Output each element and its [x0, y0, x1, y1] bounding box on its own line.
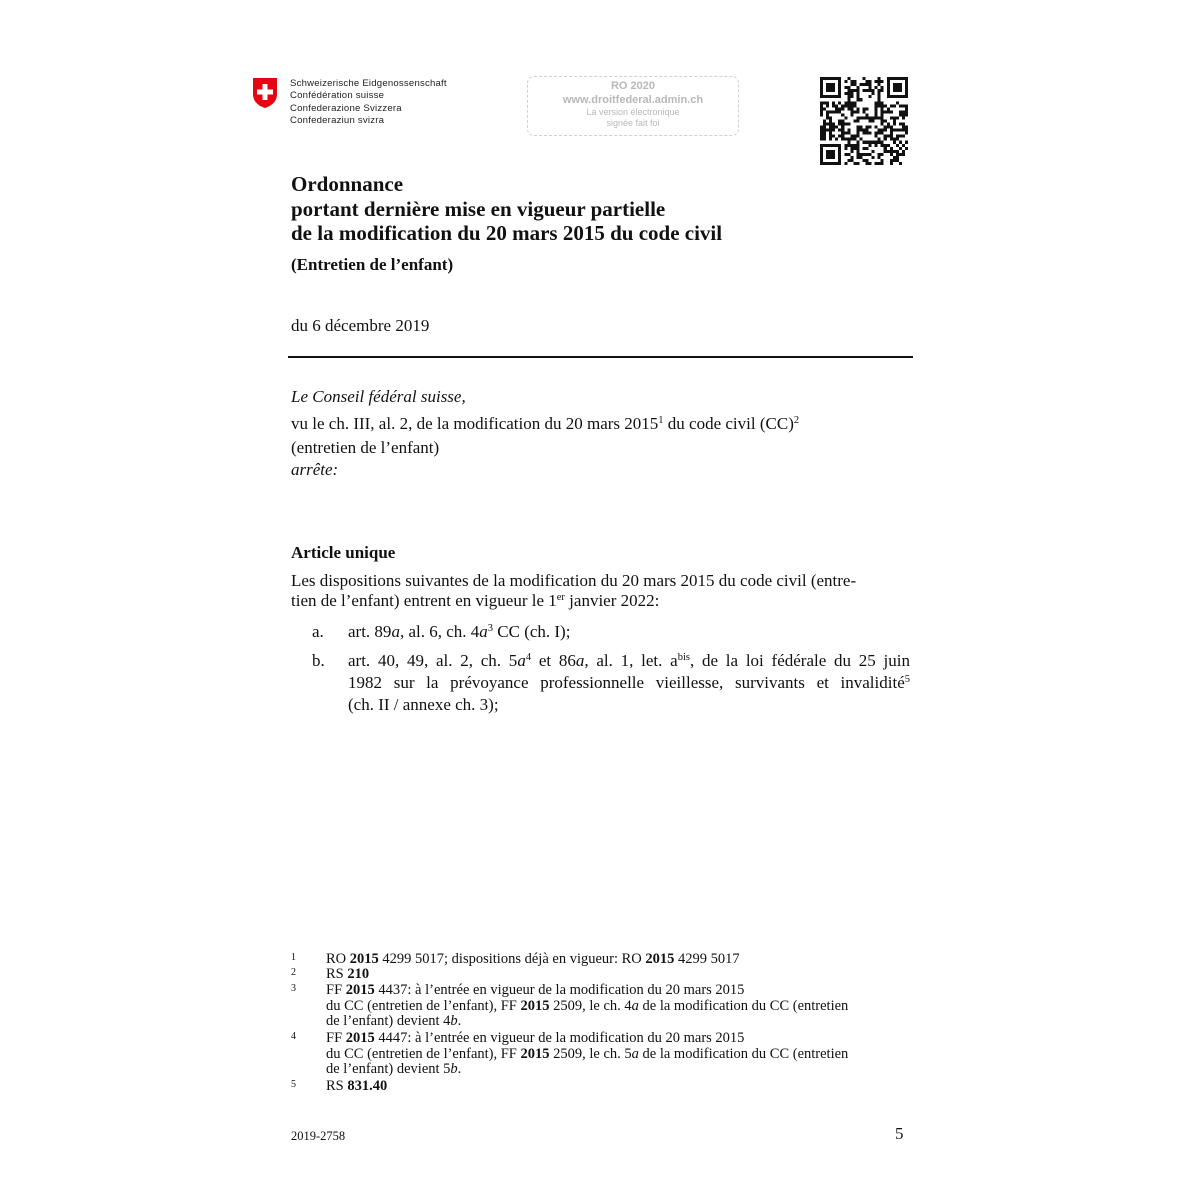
document-date: du 6 décembre 2019 [291, 316, 430, 335]
title-line-2: portant dernière mise en vigueur partielle [291, 196, 666, 221]
fn-text: de la modification du CC (entretien [638, 997, 849, 1014]
fn-italic: b [450, 1061, 458, 1077]
fn-text: 2509, le ch. 4 [549, 997, 632, 1014]
fn-text: 4447: à l’entrée en vigueur de la modification du 20 mars 2015 [374, 1030, 745, 1046]
fn-italic: b [450, 1013, 458, 1029]
fn-text: RS [326, 966, 348, 982]
fn-bold: 2015 [345, 982, 375, 998]
list-label: b. [312, 651, 325, 670]
list-label: a. [312, 622, 324, 641]
footnote-1 [291, 952, 911, 968]
footnote-ref-3[interactable]: 3 [487, 623, 494, 634]
fn-bold: 2015 [645, 951, 675, 967]
title-divider [288, 356, 913, 358]
footnote-number: 3 [291, 983, 296, 994]
confederation-fr: Confédération suisse [290, 90, 385, 102]
ordinal-sup: er [556, 592, 565, 603]
confederation-rm: Confederaziun svizra [290, 114, 385, 126]
footnote-number: 4 [291, 1031, 296, 1042]
fn-italic: a [631, 1045, 639, 1062]
list-item-a [291, 622, 911, 642]
intro-text-2: janvier 2022: [564, 591, 660, 610]
fn-text: 2509, le ch. 5 [549, 1045, 632, 1062]
basis-text-2: du code civil (CC) [663, 414, 794, 433]
fn-bold: 2015 [520, 997, 550, 1014]
footnote-text [326, 967, 911, 983]
fn-text: de l’enfant) devient 4 [326, 1013, 451, 1029]
fn-bold: 2015 [345, 1030, 375, 1046]
electronic-version-stamp [527, 76, 739, 136]
footnote-3 [291, 983, 911, 1030]
footnote-number: 5 [291, 1079, 296, 1090]
preamble-basis [291, 413, 911, 437]
footnote-number: 2 [291, 967, 296, 978]
item-text-italic: a [517, 651, 526, 670]
footnote-ref-2[interactable]: 2 [793, 415, 800, 426]
footnote-ref-1[interactable]: 1 [658, 415, 664, 426]
fn-text: RS [326, 1078, 348, 1094]
fn-text: RO [326, 951, 350, 967]
fn-bold: 2015 [349, 951, 379, 967]
fn-text: . [457, 1061, 462, 1077]
fn-bold: 831.40 [347, 1078, 388, 1094]
list-item-b [291, 651, 911, 714]
fn-text: 4437: à l’entrée en vigueur de la modification du 20 mars 2015 [374, 982, 745, 998]
stamp-note-1: La version électronique [586, 107, 680, 117]
stamp-note-2: signée fait foi [606, 118, 660, 128]
list-body [348, 622, 910, 644]
fn-text: de la modification du CC (entretien [638, 1045, 849, 1062]
stamp-ro: RO 2020 [610, 80, 656, 92]
confederation-de: Schweizerische Eidgenossenschaft [290, 78, 447, 89]
item-text: 1982 sur la prévoyance professionnelle vieillesse, survivants et invalidité [348, 673, 905, 692]
title-line-1: Ordonnance [291, 172, 404, 196]
footnote-text [326, 1031, 911, 1078]
item-text: et 86 [531, 651, 576, 670]
preamble-decree: arrête: [291, 460, 339, 479]
document-subtitle: (Entretien de l’enfant) [291, 255, 454, 274]
qr-code-icon [820, 77, 908, 165]
article-intro-line-2 [291, 591, 911, 614]
fn-text: de l’enfant) devient 5 [326, 1061, 451, 1077]
item-b-line-3: (ch. II / annexe ch. 3); [348, 695, 499, 714]
item-text: art. 89 [348, 622, 392, 641]
footnote-text [326, 1079, 911, 1095]
page-number: 5 [895, 1124, 904, 1143]
fn-text: 4299 5017 [674, 951, 740, 967]
stamp-url: www.droitfederal.admin.ch [562, 94, 704, 106]
preamble-authority: Le Conseil fédéral suisse, [291, 387, 466, 406]
basis-text: vu le ch. III, al. 2, de la modification du 20 mars 2015 [291, 414, 659, 433]
fn-text: 4299 5017; dispositions déjà en vigueur: RO [378, 951, 646, 967]
article-intro-line-1: Les dispositions suivantes de la modification du 20 mars 2015 du code civil (entre- [291, 571, 857, 590]
list-body [348, 651, 910, 714]
item-text-italic: a [391, 622, 400, 641]
swiss-crest-icon [252, 77, 278, 109]
fn-text: FF [326, 982, 346, 998]
fn-italic: a [631, 997, 639, 1014]
confederation-names [290, 78, 447, 127]
preamble-basis-2: (entretien de l’enfant) [291, 438, 440, 457]
confederation-it: Confederazione Svizzera [290, 102, 402, 114]
item-text-italic: a [575, 651, 585, 670]
footnote-text [326, 983, 911, 1030]
item-text: , al. 6, ch. 4 [399, 622, 480, 641]
footnote-ref-4[interactable]: 4 [525, 652, 532, 663]
footnote-ref-5[interactable]: 5 [904, 674, 910, 685]
item-text: art. 40, 49, al. 2, ch. 5 [348, 651, 518, 670]
fn-text: FF [326, 1030, 346, 1046]
title-line-3: de la modification du 20 mars 2015 du code civil [291, 221, 723, 245]
fn-text: du CC (entretien de l’enfant), FF [326, 997, 521, 1014]
article-title: Article unique [291, 543, 396, 562]
fn-bold: 2015 [520, 1045, 550, 1062]
fn-text: . [457, 1013, 462, 1029]
item-text: , de la loi fédérale du 25 juin [689, 651, 910, 670]
bis-sup: bis [677, 652, 690, 663]
footnote-number: 1 [291, 952, 296, 963]
document-title [291, 172, 722, 246]
item-b-line-2 [348, 673, 910, 695]
document-reference: 2019-2758 [291, 1129, 346, 1143]
article-intro [291, 571, 911, 614]
item-text: , al. 1, let. a [584, 651, 678, 670]
fn-bold: 210 [347, 966, 370, 982]
item-text: CC (ch. I); [493, 622, 571, 641]
preamble [291, 386, 911, 480]
fn-text: du CC (entretien de l’enfant), FF [326, 1045, 521, 1062]
item-b-line-1 [348, 651, 910, 673]
item-text-italic: a [479, 622, 488, 641]
footnote-text [326, 952, 911, 968]
footnote-2 [291, 967, 911, 983]
footnote-4 [291, 1031, 911, 1078]
intro-text: tien de l’enfant) entrent en vigueur le 1 [291, 591, 557, 610]
footnote-5 [291, 1079, 911, 1095]
